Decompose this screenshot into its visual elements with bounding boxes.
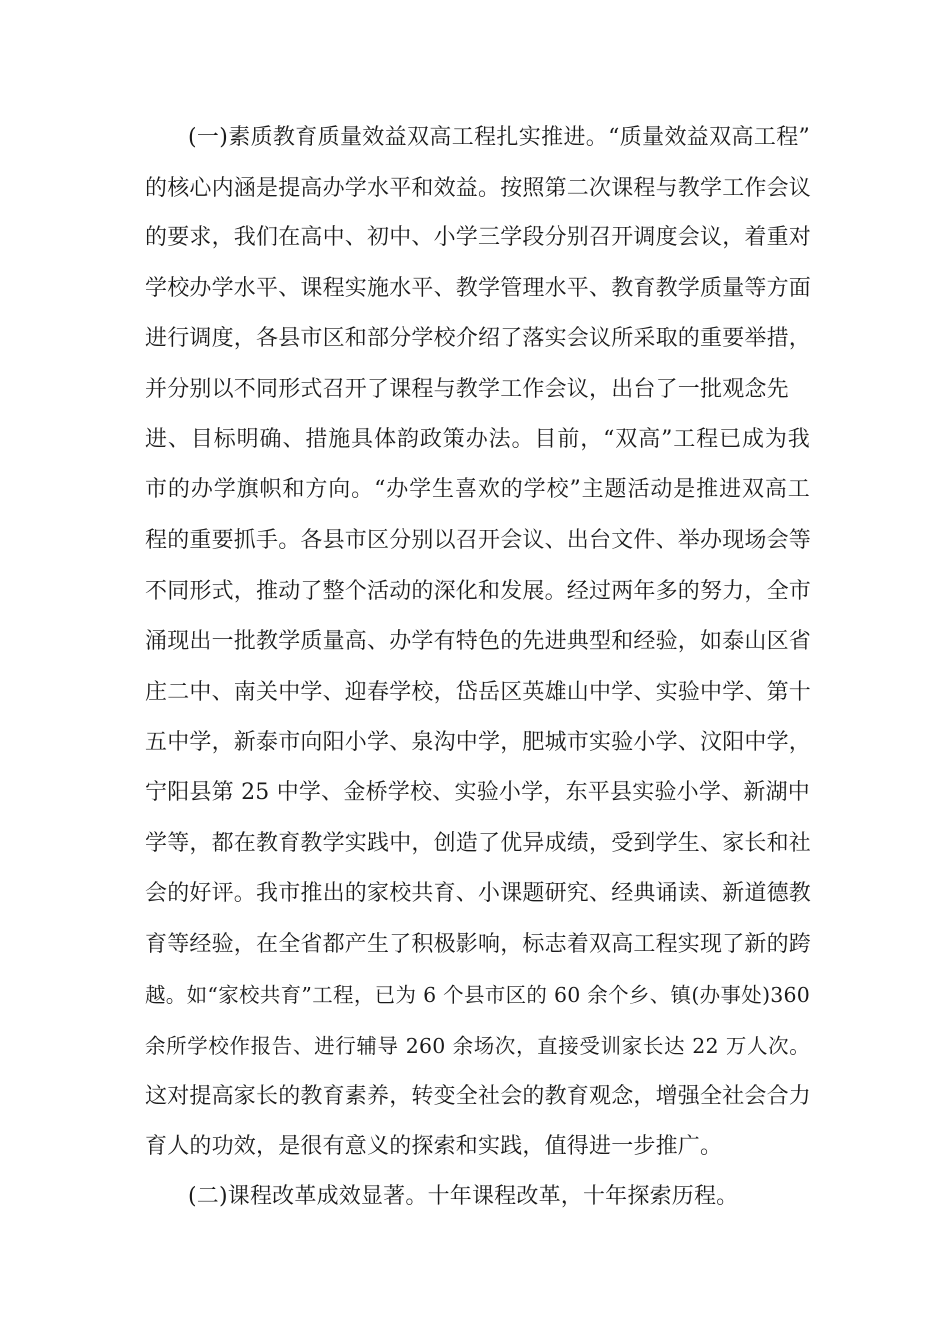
text-line: 并分别以不同形式召开了课程与教学工作会议，出台了一批观念先 [145,377,789,402]
text-line: (二)课程改革成效显著。十年课程改革，十年探索历程。 [188,1184,739,1209]
text-line: 的要求，我们在高中、初中、小学三学段分别召开调度会议，着重对 [145,225,812,250]
text-line: 庄二中、南关中学、迎春学校，岱岳区英雄山中学、实验中学、第十 [145,680,812,705]
text-line: 进行调度，各县市区和部分学校介绍了落实会议所采取的重要举措， [145,326,812,351]
text-line: 涌现出一批教学质量高、办学有特色的先进典型和经验，如泰山区省 [145,629,812,654]
text-line: 越。如“家校共育”工程，已为 6 个县市区的 60 余个乡、镇(办事处)360 [145,983,810,1007]
text-line: 余所学校作报告、进行辅导 260 余场次，直接受训家长达 22 万人次。 [145,1034,810,1058]
text-line: 宁阳县第 25 中学、金桥学校、实验小学，东平县实验小学、新湖中 [145,780,810,805]
text-line: 学校办学水平、课程实施水平、教学管理水平、教育教学质量等方面 [145,276,812,301]
text-line: (一)素质教育质量效益双高工程扎实推进。“质量效益双高工程” [188,125,810,150]
text-line: 这对提高家长的教育素养，转变全社会的教育观念，增强全社会合力 [145,1084,812,1109]
text-line: 程的重要抓手。各县市区分别以召开会议、出台文件、举办现场会等 [145,528,812,553]
text-line: 不同形式，推动了整个活动的深化和发展。经过两年多的努力，全市 [145,579,812,604]
text-line: 会的好评。我市推出的家校共育、小课题研究、经典诵读、新道德教 [145,881,812,906]
text-line: 学等，都在教育教学实践中，创造了优异成绩，受到学生、家长和社 [145,831,812,856]
text-line: 五中学，新泰市向阳小学、泉沟中学，肥城市实验小学、汶阳中学， [145,730,812,755]
text-line: 市的办学旗帜和方向。“办学生喜欢的学校”主题活动是推进双高工 [145,477,810,502]
text-line: 育人的功效，是很有意义的探索和实践，值得进一步推广。 [145,1134,723,1159]
text-line: 的核心内涵是提高办学水平和效益。按照第二次课程与教学工作会议 [145,176,812,201]
text-line: 进、目标明确、措施具体韵政策办法。目前，“双高”工程已成为我 [145,427,810,452]
text-line: 育等经验，在全省都产生了积极影响，标志着双高工程实现了新的跨 [145,932,812,957]
